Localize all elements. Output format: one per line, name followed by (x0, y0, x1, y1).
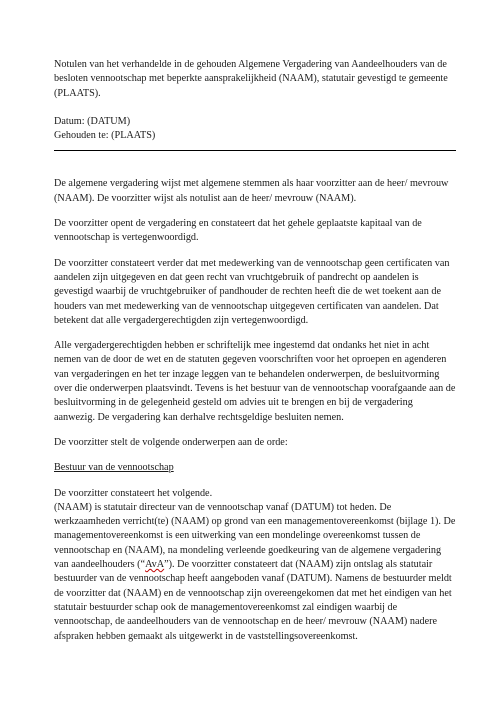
section-paragraph (54, 501, 456, 644)
section-text-part2: ”). De voorzitter constateert dat (NAAM) zijn ontslag als statutair bestuurder van de vennootschap heeft aangeboden vanaf (DATUM). Namens de bestuurder meldt de voorzitter dat (NAAM) en de vennootschap zijn overeengekomen dat met het eindigen van het statutair bestuurder schap ook de managementovereenkomst zal eindigen waarbij de vennootschap, de aandeelhouders van de vennootschap en de heer/ mevrouw (NAAM) nadere afspraken hebben gemaakt als uitgewerkt in de vaststellingsovereenkomst. (54, 559, 452, 642)
paragraph-certificates: De voorzitter constateert verder dat met medewerking van de vennootschap geen certificaten van aandelen zijn uitgegeven en dat geen recht van vruchtgebruik of pandrecht op aandelen is gevestigd waarbij de vruchtgebruiker of pandhouder de rechten heeft die de wet toekent aan de houders van met medewerking van de vennootschap uitgegeven certificaten van aandelen. Dat betekent dat alle vergadergerechtigden zijn vertegenwoordigd. (54, 257, 450, 326)
section-title: Bestuur van de vennootschap (54, 462, 174, 474)
meeting-date: Datum: (DATUM) (54, 115, 131, 127)
paragraph-chair-appointment: De algemene vergadering wijst met algemene stemmen als haar voorzitter aan de heer/ mevrouw (NAAM). De voorzitter wijst als notulist aan de heer/ mevrouw (NAAM). (54, 178, 449, 204)
spellcheck-word: AvA (145, 559, 165, 571)
intro-paragraph: Notulen van het verhandelde in de gehouden Algemene Vergadering van Aandeelhouders van de besloten vennootschap met beperkte aansprakelijkheid (NAAM), statutair gevestigd te gemeente (PLAATS). (54, 59, 448, 99)
section-intro: De voorzitter constateert het volgende. (54, 487, 213, 499)
paragraph-opening: De voorzitter opent de vergadering en constateert dat het gehele geplaatste kapitaal van de vennootschap is vertegenwoordigd. (54, 218, 422, 244)
section-text-part1: (NAAM) is statutair directeur van de vennootschap vanaf (DATUM) tot heden. De werkzaamheden verricht(te) (NAAM) op grond van een managementovereenkomst (bijlage 1). De managementovereenkomst is een uitwerking van een mondelinge overeenkomst tussen de vennootschap en (NAAM), na mondeling verleende goedkeuring van de algemene vergadering van aandeelhouders (“ (54, 501, 456, 571)
paragraph-consent: Alle vergadergerechtigden hebben er schriftelijk mee ingestemd dat ondanks het niet in acht nemen van de door de wet en de statuten gegeven voorschriften voor het oproepen en agenderen van vergaderingen en het ter inzage leggen van te behandelen onderwerpen, de besluitvorming over die onderwerpen plaatsvindt. Tevens is het bestuur van de vennootschap voorafgaande aan de besluitvorming in de gelegenheid gesteld om advies uit te brengen en bij de vergadering aanwezig. De vergadering kan derhalve rechtsgeldige besluiten nemen. (54, 340, 456, 423)
paragraph-agenda: De voorzitter stelt de volgende onderwerpen aan de orde: (54, 436, 288, 448)
meeting-location: Gehouden te: (PLAATS) (54, 130, 156, 142)
